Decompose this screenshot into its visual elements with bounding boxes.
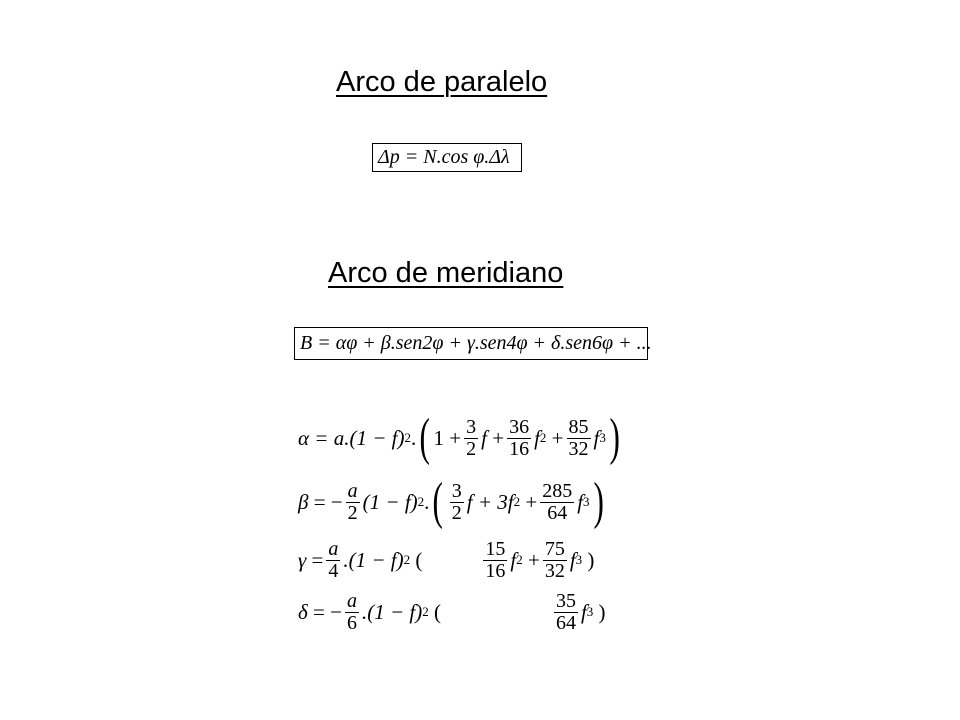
beta-open-paren: (: [432, 473, 444, 530]
alpha-close-paren: ): [609, 409, 620, 466]
gamma-frac-3: [543, 539, 567, 582]
delta-frac-3: [554, 591, 578, 634]
gamma-frac-3-den: 32: [544, 559, 565, 582]
equation-delta: δ = − $\frac{a}{6}$ .(1 − f) 2 ( $\frac{35}{64}$ f 3 ): [298, 589, 606, 634]
beta-frac-1: [450, 481, 464, 524]
delta-a-frac: [345, 591, 359, 634]
delta-a-den: 6: [346, 611, 357, 634]
alpha-frac-3-num: 85: [568, 415, 589, 438]
beta-frac-1-num: 3: [451, 479, 462, 502]
alpha-frac-1-num: 3: [466, 415, 477, 438]
gamma-frac-3-num: 75: [544, 537, 565, 560]
beta-a-den: 2: [347, 501, 358, 524]
alpha-prefix: = a.(1 − f): [314, 425, 405, 450]
alpha-frac-1-den: 2: [466, 437, 477, 460]
beta-term-2: + 3f: [477, 489, 514, 514]
gamma-a-num: a: [328, 537, 339, 560]
beta-frac-1-den: 2: [451, 501, 462, 524]
gamma-frac-2: [483, 539, 507, 582]
equation-gamma: γ = $\frac{a}{4}$ .(1 − f) 2 ( $\frac{15}{16}$ f 2 + $\frac{75}{32}$ f 3 ): [298, 537, 595, 582]
heading-arco-de-paralelo: Arco de paralelo: [336, 66, 548, 98]
alpha-frac-1: [464, 417, 478, 460]
delta-prefix: = −: [313, 599, 342, 624]
formula-parallel-text: Δp = N.cos φ.Δλ: [378, 146, 510, 168]
equation-alpha: α = a.(1 − f) 2 . ( 1 + $\frac{3}{2}$ f + $\frac{36}{16}$ f 2 + $\frac{85}{32}$ f 3 ): [298, 409, 620, 466]
heading-arco-de-meridiano: Arco de meridiano: [328, 257, 564, 289]
beta-frac-3-den: 64: [547, 501, 568, 524]
gamma-frac-2-den: 16: [485, 559, 506, 582]
delta-frac-3-den: 64: [555, 611, 576, 634]
beta-close-paren: ): [592, 473, 604, 530]
beta-frac-3-num: 285: [542, 479, 573, 502]
alpha-open-paren: (: [419, 409, 431, 466]
gamma-prefix: =: [311, 547, 324, 572]
alpha-symbol: α: [298, 425, 310, 450]
beta-a-frac: [346, 481, 360, 524]
formula-meridian-text: B = αφ + β.sen2φ + γ.sen4φ + δ.sen6φ + ...: [300, 332, 652, 354]
gamma-a-den: 4: [328, 559, 339, 582]
alpha-frac-3-den: 32: [568, 437, 589, 460]
equation-beta: β = − $\frac{a}{2}$ (1 − f) 2 . ( $\frac{3}{2}$ f + 3f 2 + $\frac{285}{64}$ f 3 ): [298, 473, 604, 530]
beta-frac-3: [540, 481, 574, 524]
gamma-a-frac: [326, 539, 340, 582]
formula-meridian-arc: [294, 327, 652, 360]
alpha-frac-2: [507, 417, 531, 460]
alpha-frac-2-num: 36: [509, 415, 530, 438]
gamma-symbol: γ: [298, 547, 307, 572]
formula-parallel-arc: [372, 143, 522, 172]
alpha-one: 1 +: [433, 425, 462, 450]
delta-symbol: δ: [298, 599, 308, 624]
beta-prefix: = −: [313, 489, 343, 514]
delta-mid: .(1 − f): [361, 599, 423, 624]
beta-mid: (1 − f): [362, 489, 418, 514]
gamma-frac-2-num: 15: [485, 537, 506, 560]
beta-a-num: a: [347, 479, 358, 502]
alpha-frac-2-den: 16: [509, 437, 530, 460]
alpha-frac-3: [567, 417, 591, 460]
delta-frac-3-num: 35: [555, 589, 576, 612]
beta-symbol: β: [298, 489, 309, 514]
gamma-mid: .(1 − f): [343, 547, 404, 572]
delta-a-num: a: [346, 589, 357, 612]
